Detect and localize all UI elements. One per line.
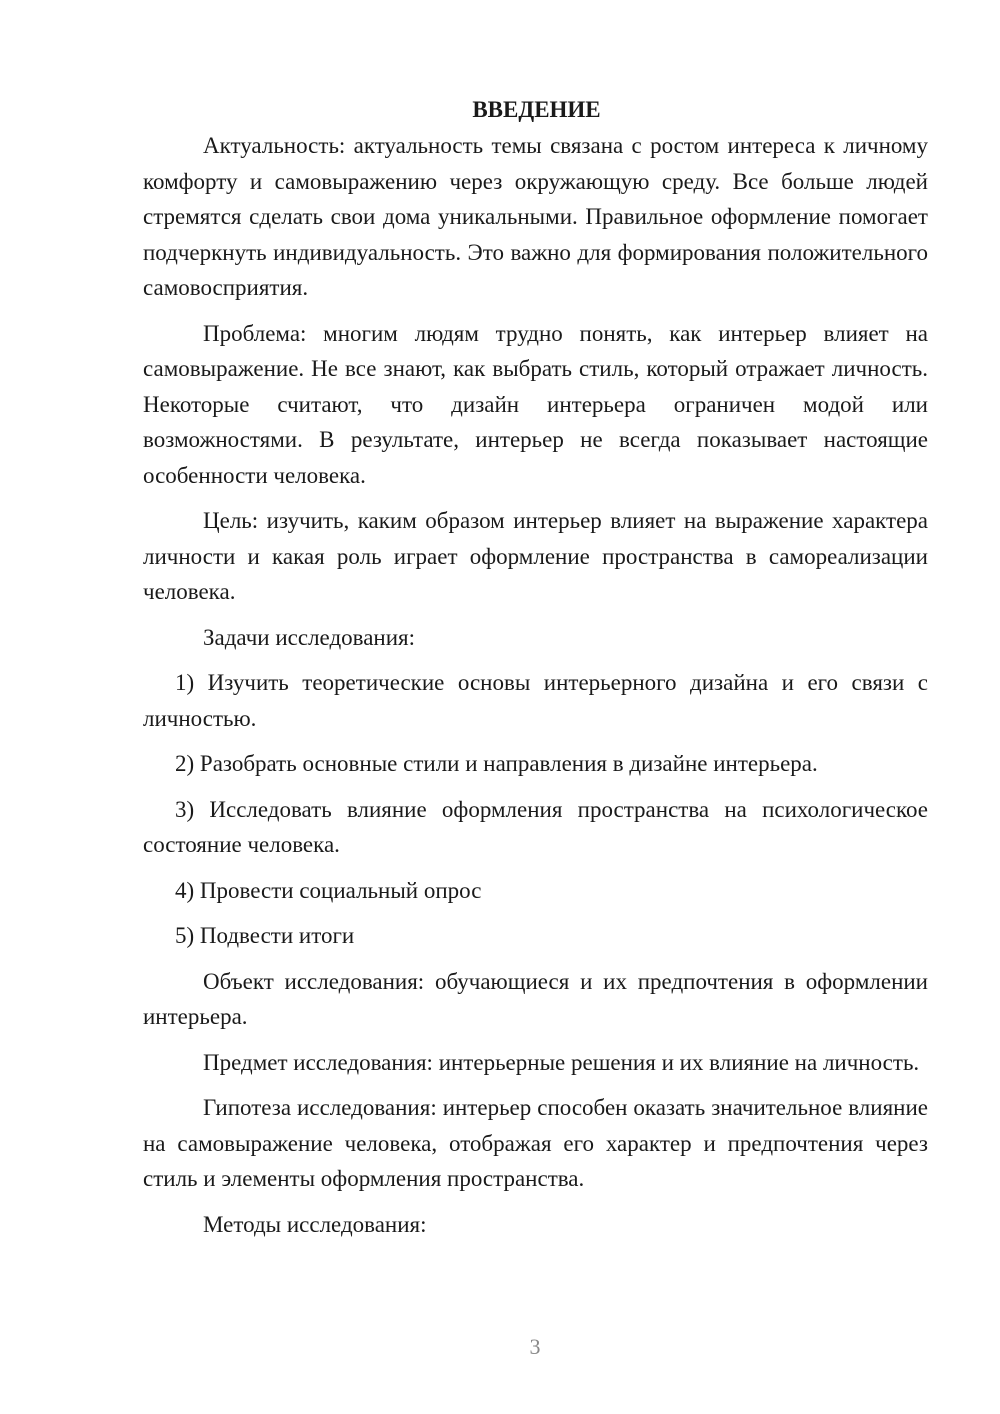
paragraph-relevance: Актуальность: актуальность темы связана с ростом интереса к личному комфорту и самовыражению через окружающую среду. Все больше людей стремятся сделать свои дома уникальными. Правильное оформление помогает подчеркнуть индивидуальность. Это важно для формирования положительного самовосприятия. (143, 133, 928, 300)
task-item-1: 1) Изучить теоретические основы интерьерного дизайна и его связи с личностью. (143, 670, 928, 731)
paragraph-object: Объект исследования: обучающиеся и их предпочтения в оформлении интерьера. (143, 968, 928, 1029)
task-item-2: 2) Разобрать основные стили и направления в дизайне интерьера. (175, 751, 818, 776)
task-item-3: 3) Исследовать влияние оформления пространства на психологическое состояние человека. (143, 796, 928, 857)
paragraph-methods-heading: Методы исследования: (203, 1211, 427, 1237)
document-page (143, 92, 928, 1252)
paragraph-hypothesis: Гипотеза исследования: интерьер способен оказать значительное влияние на самовыражение человека, отображая его характер и предпочтения через стиль и элементы оформления пространства. (143, 1095, 928, 1191)
page-number: 3 (529, 1334, 541, 1359)
paragraph-goal: Цель: изучить, каким образом интерьер влияет на выражение характера личности и какая роль играет оформление пространства в самореализации человека. (143, 508, 928, 604)
paragraph-tasks-heading: Задачи исследования: (203, 624, 416, 650)
task-item-5: 5) Подвести итоги (175, 923, 355, 948)
paragraph-problem: Проблема: многим людям трудно понять, как интерьер влияет на самовыражение. Не все знают, как выбрать стиль, который отражает личность. Некоторые считают, что дизайн интерьера ограничен модой или возможностями. В результате, интерьер не всегда показывает настоящие особенности человека. (143, 320, 928, 488)
task-item-4: 4) Провести социальный опрос (175, 877, 482, 903)
paragraph-subject: Предмет исследования: интерьерные решения и их влияние на личность. (203, 1049, 920, 1075)
section-title: ВВЕДЕНИЕ (472, 97, 601, 122)
